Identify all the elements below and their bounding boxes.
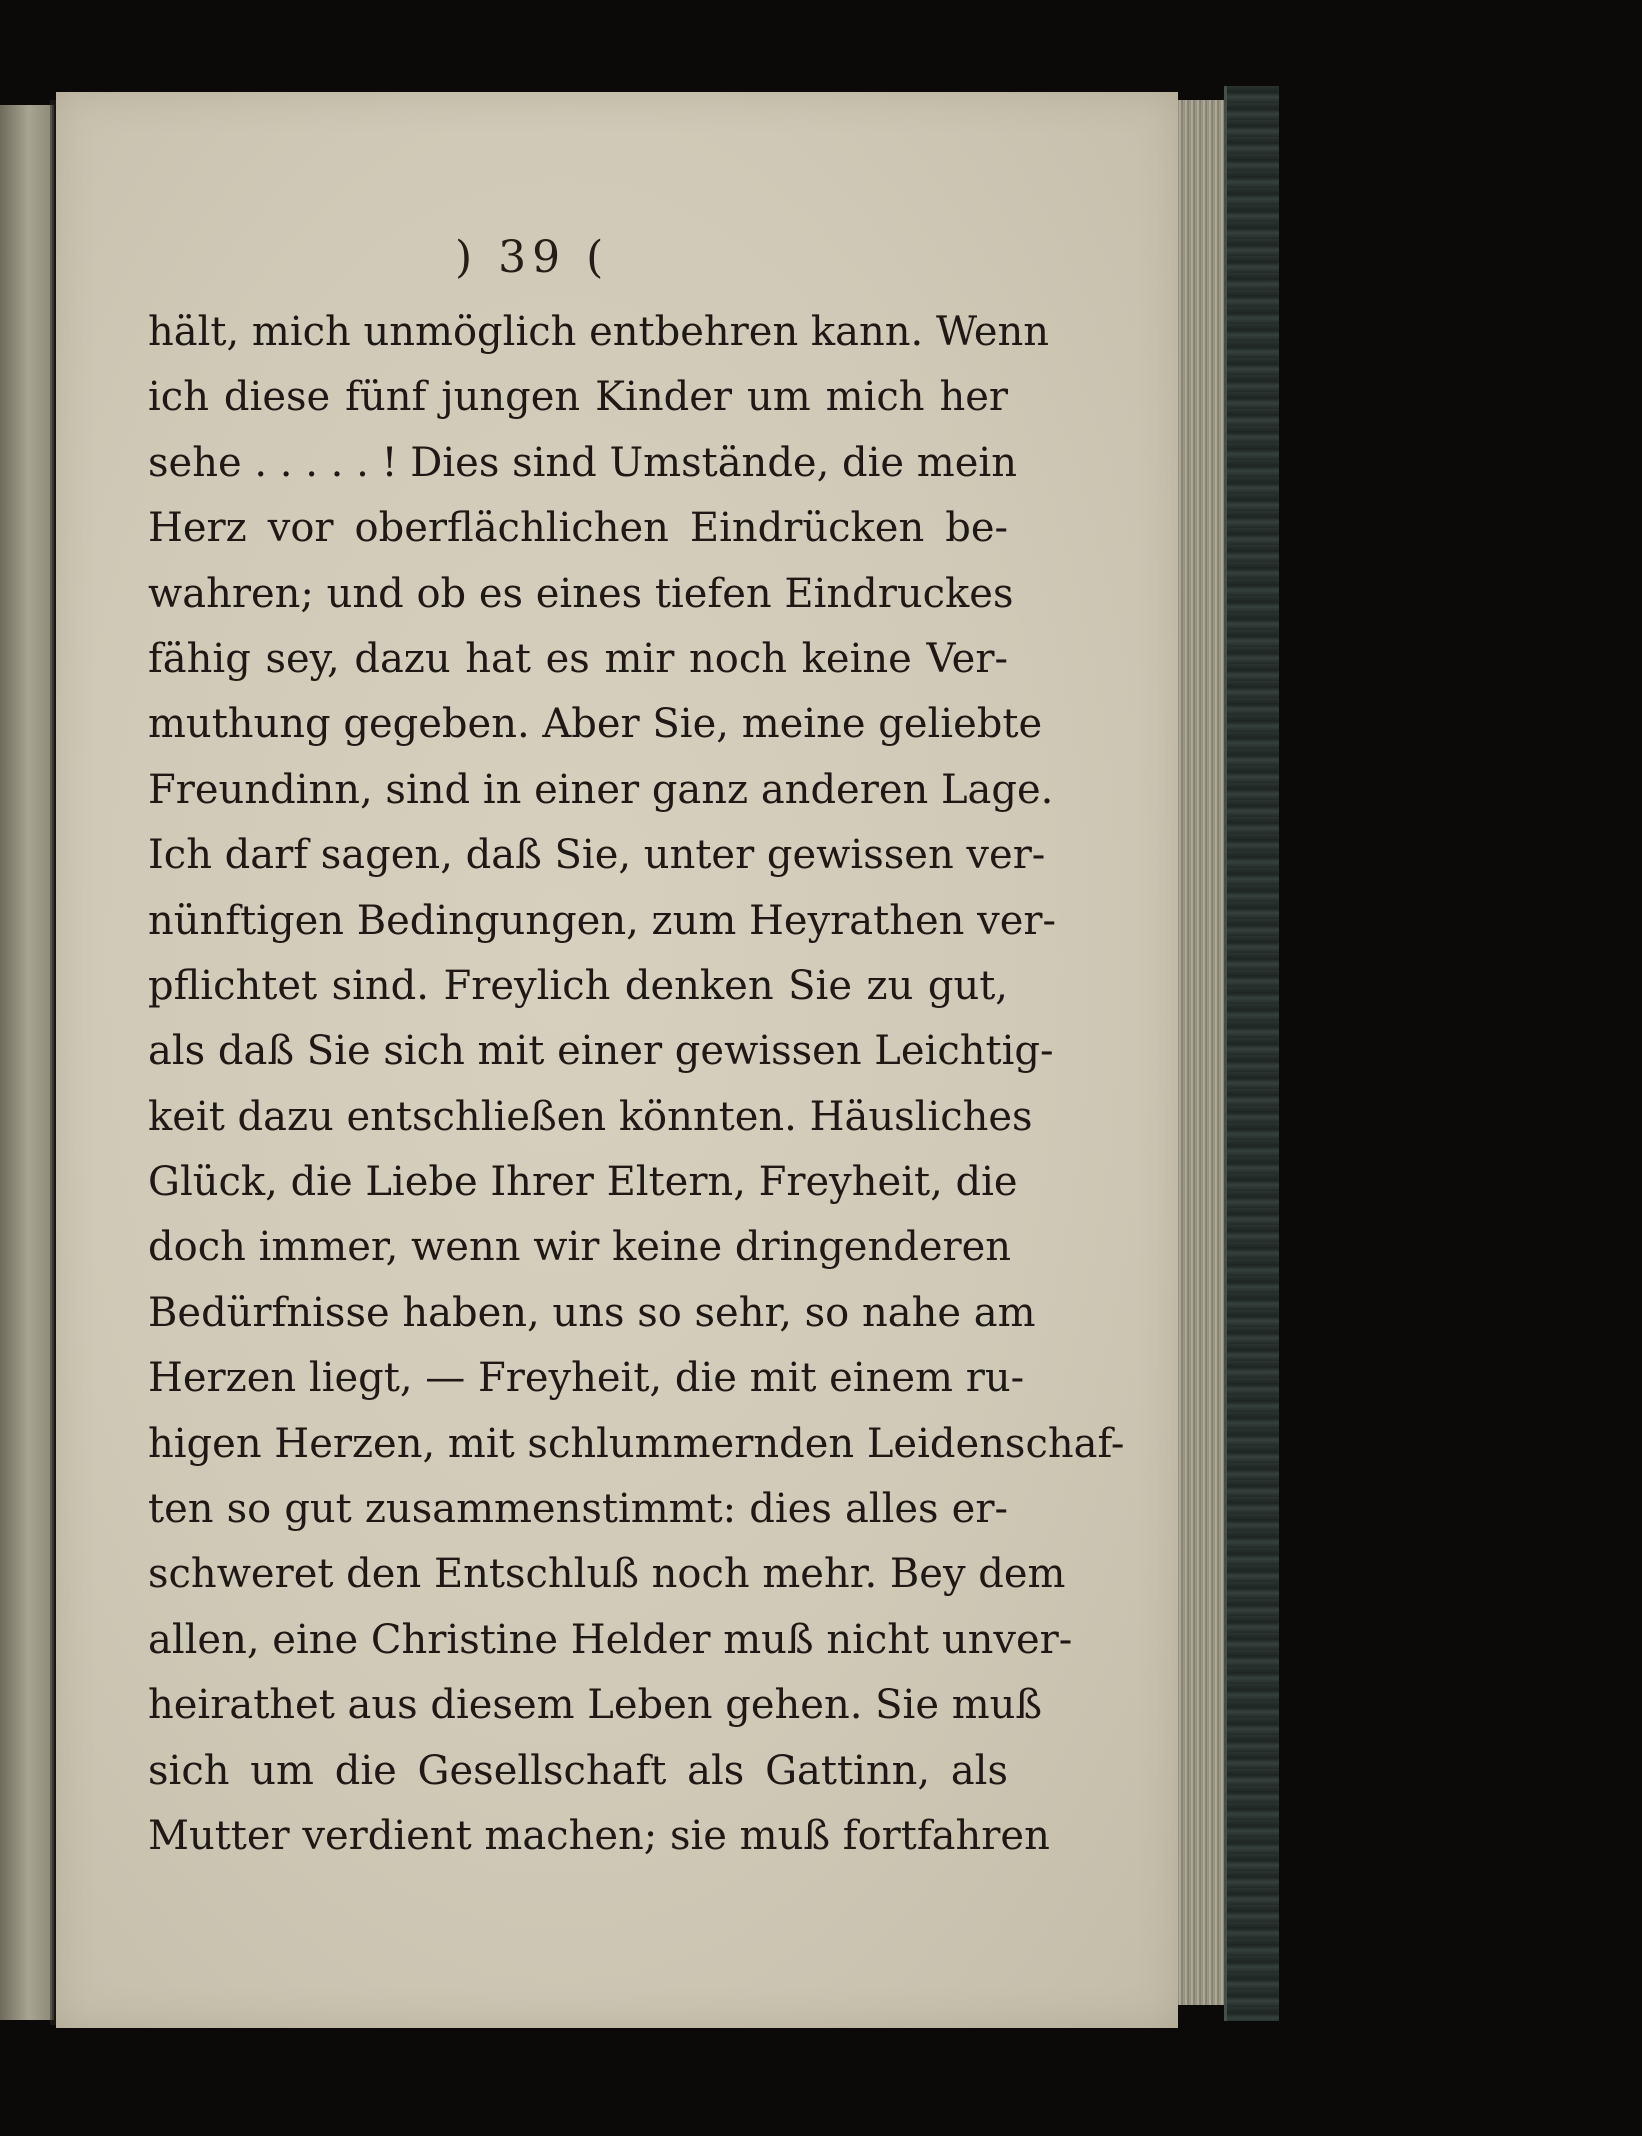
text-line: sich um die Gesellschaft als Gattinn, als	[148, 1747, 1008, 1794]
text-line: muthung gegeben. Aber Sie, meine geliebte	[148, 701, 1043, 748]
text-line: ten so gut zusammenstimmt: dies alles er-	[148, 1486, 1008, 1533]
text-line: als daß Sie sich mit einer gewissen Leichtig-	[148, 1028, 1054, 1075]
text-line: heirathet aus diesem Leben gehen. Sie muß	[148, 1682, 1043, 1729]
text-line: doch immer, wenn wir keine dringenderen	[148, 1224, 1012, 1271]
text-line: higen Herzen, mit schlummernden Leidenschaf-	[148, 1420, 1125, 1467]
text-line: Glück, die Liebe Ihrer Eltern, Freyheit, die	[148, 1159, 1018, 1206]
text-line: Bedürfnisse haben, uns so sehr, so nahe am	[148, 1289, 1036, 1336]
book-cover-edge	[1224, 86, 1279, 2021]
text-line: hält, mich unmöglich entbehren kann. Wenn	[148, 309, 1050, 355]
text-line: fähig sey, dazu hat es mir noch keine Ver-	[148, 635, 1008, 682]
page-stack-edges	[1178, 100, 1226, 2005]
text-line: Freundinn, sind in einer ganz anderen Lage.	[148, 766, 1054, 813]
body-text	[148, 300, 1125, 1869]
text-line: Mutter verdient machen; sie muß fortfahren	[148, 1812, 1050, 1859]
facing-page-edge	[0, 105, 54, 2020]
text-line: pflichtet sind. Freylich denken Sie zu gut,	[148, 962, 1008, 1009]
text-line: keit dazu entschließen könnten. Häusliches	[148, 1093, 1033, 1140]
text-line: Herzen liegt, — Freyheit, die mit einem ru-	[148, 1355, 1025, 1402]
text-line: Herz vor oberflächlichen Eindrücken be-	[148, 505, 1008, 552]
text-line: schweret den Entschluß noch mehr. Bey dem	[148, 1551, 1066, 1598]
text-line: ich diese fünf jungen Kinder um mich her	[148, 374, 1008, 421]
text-line: allen, eine Christine Helder muß nicht unver-	[148, 1616, 1073, 1663]
page-number-header: ) 39 (	[455, 232, 610, 283]
text-line: wahren; und ob es eines tiefen Eindruckes	[148, 570, 1014, 617]
text-line: Ich darf sagen, daß Sie, unter gewissen ver-	[148, 832, 1046, 879]
text-line: nünftigen Bedingungen, zum Heyrathen ver-	[148, 897, 1057, 944]
text-line: sehe . . . . . ! Dies sind Umstände, die mein	[148, 439, 1017, 486]
